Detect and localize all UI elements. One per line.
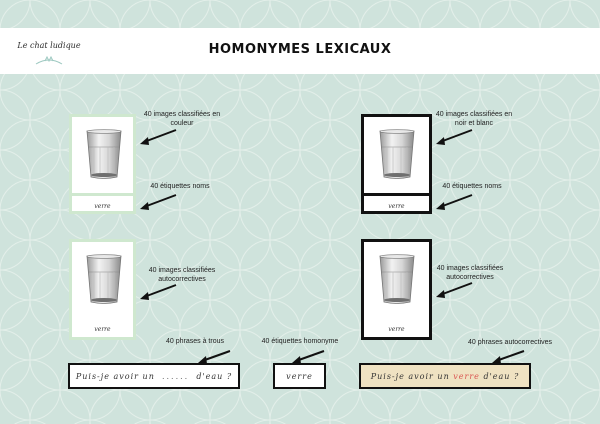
label-name-tags: 40 étiquettes noms	[150, 183, 210, 190]
card-bw-with-label	[361, 114, 432, 214]
sentence-strip-cloze	[68, 363, 240, 389]
card-separator	[72, 193, 133, 196]
sentence-blank: ......	[161, 371, 190, 381]
card-color-with-label	[69, 114, 136, 214]
sentence-answer: verre	[453, 371, 480, 381]
card-separator	[364, 193, 429, 196]
label-autocorrective: 40 images classifiées autocorrectives	[148, 267, 216, 283]
sentence-end: d'eau ?	[483, 371, 520, 381]
label-cloze-sentences: 40 phrases à trous	[166, 338, 224, 345]
arrow-left-icon	[138, 193, 178, 211]
card-word: verre	[94, 203, 111, 210]
glass-image	[377, 129, 417, 181]
card-word: verre	[388, 203, 405, 210]
card-word: verre	[94, 326, 111, 333]
label-name-tags: 40 étiquettes noms	[442, 183, 502, 190]
label-homonym-tags: 40 étiquettes homonyme	[261, 338, 339, 345]
homonym-tag	[273, 363, 326, 389]
label-images-color: 40 images classifiées en couleur	[143, 111, 221, 127]
sentence-start: Puis-je avoir un	[75, 371, 155, 381]
arrow-left-icon	[434, 193, 474, 211]
label-images-bw: 40 images classifiées en noir et blanc	[435, 111, 513, 127]
page-title: HOMONYMES LEXICAUX	[208, 42, 392, 57]
card-word: verre	[388, 326, 405, 333]
card-color-autocorrective	[69, 239, 136, 340]
logo-text: Le chat ludique	[17, 41, 81, 50]
arrow-left-icon	[138, 128, 178, 146]
homonym-word: verre	[286, 371, 313, 381]
glass-image	[84, 254, 124, 306]
label-autocorrective-sentences: 40 phrases autocorrectives	[467, 339, 553, 346]
glass-image	[84, 129, 124, 181]
arrow-left-icon	[138, 283, 178, 301]
card-bw-autocorrective	[361, 239, 432, 340]
sentence-end: d'eau ?	[196, 371, 233, 381]
arrow-left-icon	[434, 281, 474, 299]
sentence-start: Puis-je avoir un	[370, 371, 450, 381]
arrow-left-icon	[434, 128, 474, 146]
label-autocorrective: 40 images classifiées autocorrectives	[436, 265, 504, 281]
sentence-strip-autocorrective	[359, 363, 531, 389]
glass-image	[377, 254, 417, 306]
